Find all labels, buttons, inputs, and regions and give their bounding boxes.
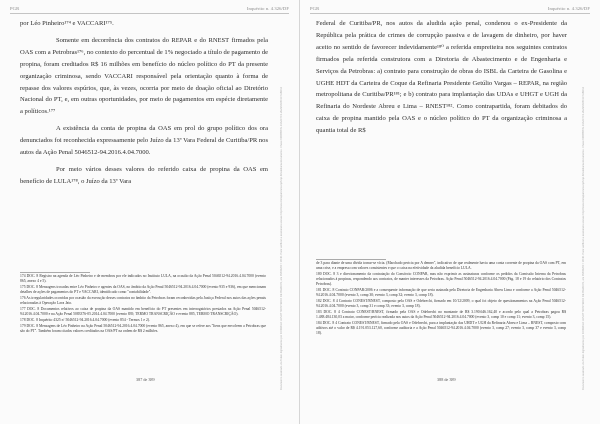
paragraph: Federal de Curitiba/PR, nos autos da aludida ação penal, condenou o ex-Presidente da República pela prática de crimes de corrupção passiva e de lavagem de dinheiro, por haver aceito no sentido de favorecer indevidamente¹⁸⁰ a referida empreiteira nos seguintes contratos firmados pela referida construtora com a Diretoria de Abastecimento e de Engenharia e Serviços da Petrobras: a) contrato para construção de obras do ISBL da Carteira de Gasolina e UGHE HDT da Carteira de Coque da Refinaria Presidente Getúlio Vargas – REPAR, na região metropolitana de Curitiba/PR¹⁸¹; e b) contrato para implantação das UDAs e UHGT e UGH da Refinaria do Nordeste Abreu e Lima – RNEST¹⁸². Como contrapartida, foram debitados do caixa de propina mantido pela OAS e o núcleo político do PT da organização criminosa a quantia total de R$ [316,20,567,135]
header-right: Inquérito n. 4.326/DF [246,6,289,11]
footnote: 179 DOC. 8 Mensagens de Léo Pinheiro na Ação Penal 5046512-94.2016.4.04.7000 (evento 865, anexo 4), em que se refere aos "Itens que envolvem a Petrobras que são do PT". Também foram citados valores creditados na OAS/PT na ordem de R$ 2 milhões. [20,323,266,333]
header-left: PGR [10,6,20,11]
signature-strip: Documento assinado via Token digitalmente por RODRIGO JANOT MONTEIRO DE BARROS, em 05/09/2017 18:40. Para verificar a assinatura acesse http://www.transparencia.mpf.mp.br/validacaodocumento. Chave 6D5B5B7E.13A2C7F1.2E2E5A5B.3C7A8D12 [280,86,283,390]
signature-strip: Documento assinado via Token digitalmente por RODRIGO JANOT MONTEIRO DE BARROS, em 05/09/2017 18:40. Para verificar a assinatura acesse http://www.transparencia.mpf.mp.br/validacaodocumento. Chave 6D5B5B7E.13A2C7F1.2E2E5A5B.3C7A8D12 [582,86,585,390]
header-rule [310,13,590,14]
header-right: Inquérito n. 4.326/DF [547,6,590,11]
paragraph: A existência da conta de propina da OAS em prol do grupo político dos ora denunciados foi reconhecida expressamente pelo Juízo da 13ª Vara Federal de Curitiba/PR nos autos da Ação Penal 5046512-94.2016.4.04.7000. [20,125,268,157]
paragraph: Somente em decorrência dos contratos do REPAR e do RNEST firmados pela OAS com a Petrobras¹⁷⁶, no contexto do percentual de 1% negociado a título de pagamento de propina, foram creditados R$ 16 milhões em benefício do núcleo político do PT da presente organização criminosa, sendo VACCARI responsável pela orientação quanto à forma de repasse dos valores espúrios, que, às vezes, ocorria por meio de doação oficial ao Diretório Nacional do PT, e, em outras oportunidades, por meio de pagamentos em espécie diretamente a políticos.¹⁷⁷ [20,36,268,116]
footnote: 176 As irregularidades ocorridas por ocasião da execução desses contratos no âmbito da Petrobras foram reconhecidas pela Justiça Federal nos autos das ações penais relacionadas à Operação Lava Jato. [20,296,266,306]
paragraph: por Léo Pinheiro¹⁷⁴ e VACCARI¹⁷⁵. [20,20,114,27]
footnote: 183 DOC. 8 4 Contrato CONEST/RNEST, firmado pela OAS e Odebrecht no montante de R$ 3.190.646.162,40 e acordo pelo qual a Petrobras pagou R$ 1.488.484.130,03 a maior, conforme perícia realizada nos autos da Ação Penal 5046512-94.2016.4.04.7000 (evento 3, comp 10 e comp 11; evento 3, comp 15). [316,310,566,320]
body-text [316,18,567,137]
page-number: 387 de 389 [136,377,155,382]
footnote: 181 DOC. 8 Contrato CONPAR/2006 e a consequente informação de que seria assinada pela Diretoria de Engenharia Abreu Lima e conforme a Ação Penal 5046512-94.2016.4.04.7000 (evento 3, comp 30; evento 3, comp 32; evento 3, comp 18). [316,288,566,298]
page-number: 388 de 389 [437,377,456,382]
footnote: de 3 para diante de uma dívida tornar-se vícia. (Marchado pericia por A denner", indicativo de que realmente havia uma conta corrente de propina da OAS com PT, em uma crise, e a empresa com valores consistentes e que o caixa na efetividade da aludida benefício LULA. [316,261,566,271]
paragraph: Por meio vários desses valores do referido caixa de propina da OAS em benefício de LULA¹⁷⁸, o Juízo da 13ª Vara [20,165,268,185]
footnote: 177 DOC. 8 Documentos relativos ao caixa de propina da OAS mantido em benefício do PT presentes em interrogatórios prestados na Ação Penal 5046512-94.2016.4.04.7000 e na Ação Penal 5083376-05.2014.4.04.7000 (evento 839, TERMO TRANSCRIÇÃO e evento 885, TERMO TRANSCRIÇÃO). [20,307,266,317]
header-rule [10,13,289,14]
footnote: 174 DOC. 8 Registro na agenda de Léo Pinheiro e de membros por ele indicados no Instituto LULA, na ocasião da Ação Penal 5046512-94.2016.4.04.7000 (evento 865, anexo 4 e 5). [20,274,266,284]
footnotes [316,261,566,337]
footnote-rule [316,259,386,260]
body-text [20,18,268,188]
footnote: 175 DOC. 8 Mensagens trocadas entre Léo Pinheiro e agentes da OAS, no âmbito da Ação Penal 5046512-94.2016.4.04.7000 (evento 935 e 936), em que mencionam detalhes de ações de pagamentos do PT e VACCARI, identificado como "contabilidade". [20,285,266,295]
footnote: 180 DOC. 8 3 e direcionamento da contratação do Consórcio CONPAR, mas não exprimir as assinaturas conforme os pedidos da Comissão Interna da Petrobras relacionados à propinas, respondendo aos contratos, de manter interesses da Petrobras. Ação Penal 5046512-94.2016.4.04.7000 (Pág. 18 e 19 do relatório dos Contratos Petrobras). [316,272,566,287]
header-left: PGR [310,6,320,11]
right-page [300,0,600,424]
footnote: 178 DOC. 8 Inquérito 4325 nº 5046512-94.2016.4.04.7000 (evento 854 - Termos 1 e 2). [20,318,150,322]
footnotes [20,274,266,335]
footnote: 182 DOC. 8 4 Contrato CONEST/RNEST, composto pela OAS e Odebrecht, firmado em 10/12/2009, o qual foi objeto de questionamentos na Ação Penal 5046512-94.2016.4.04.7000 (evento 3, comp 31 e comp 33; evento 3, comp 18). [316,299,566,309]
footnote: 184 DOC. 8 4 Contrato CONEST/RNEST, firmado pela OAS e Odebrecht, para a implantação das UHDT e UGH da Refinaria Abreu e Lima – RNEST, composto com aditivos até o valor de R$ 4.191.053.127,60, conforme auditoria e a Ação Penal 5046512-94.2016.4.04.7000 (evento 3, comp 27; evento 3, comp 37 e evento 3, comp 18). [316,321,566,336]
footnote-rule [20,272,90,273]
